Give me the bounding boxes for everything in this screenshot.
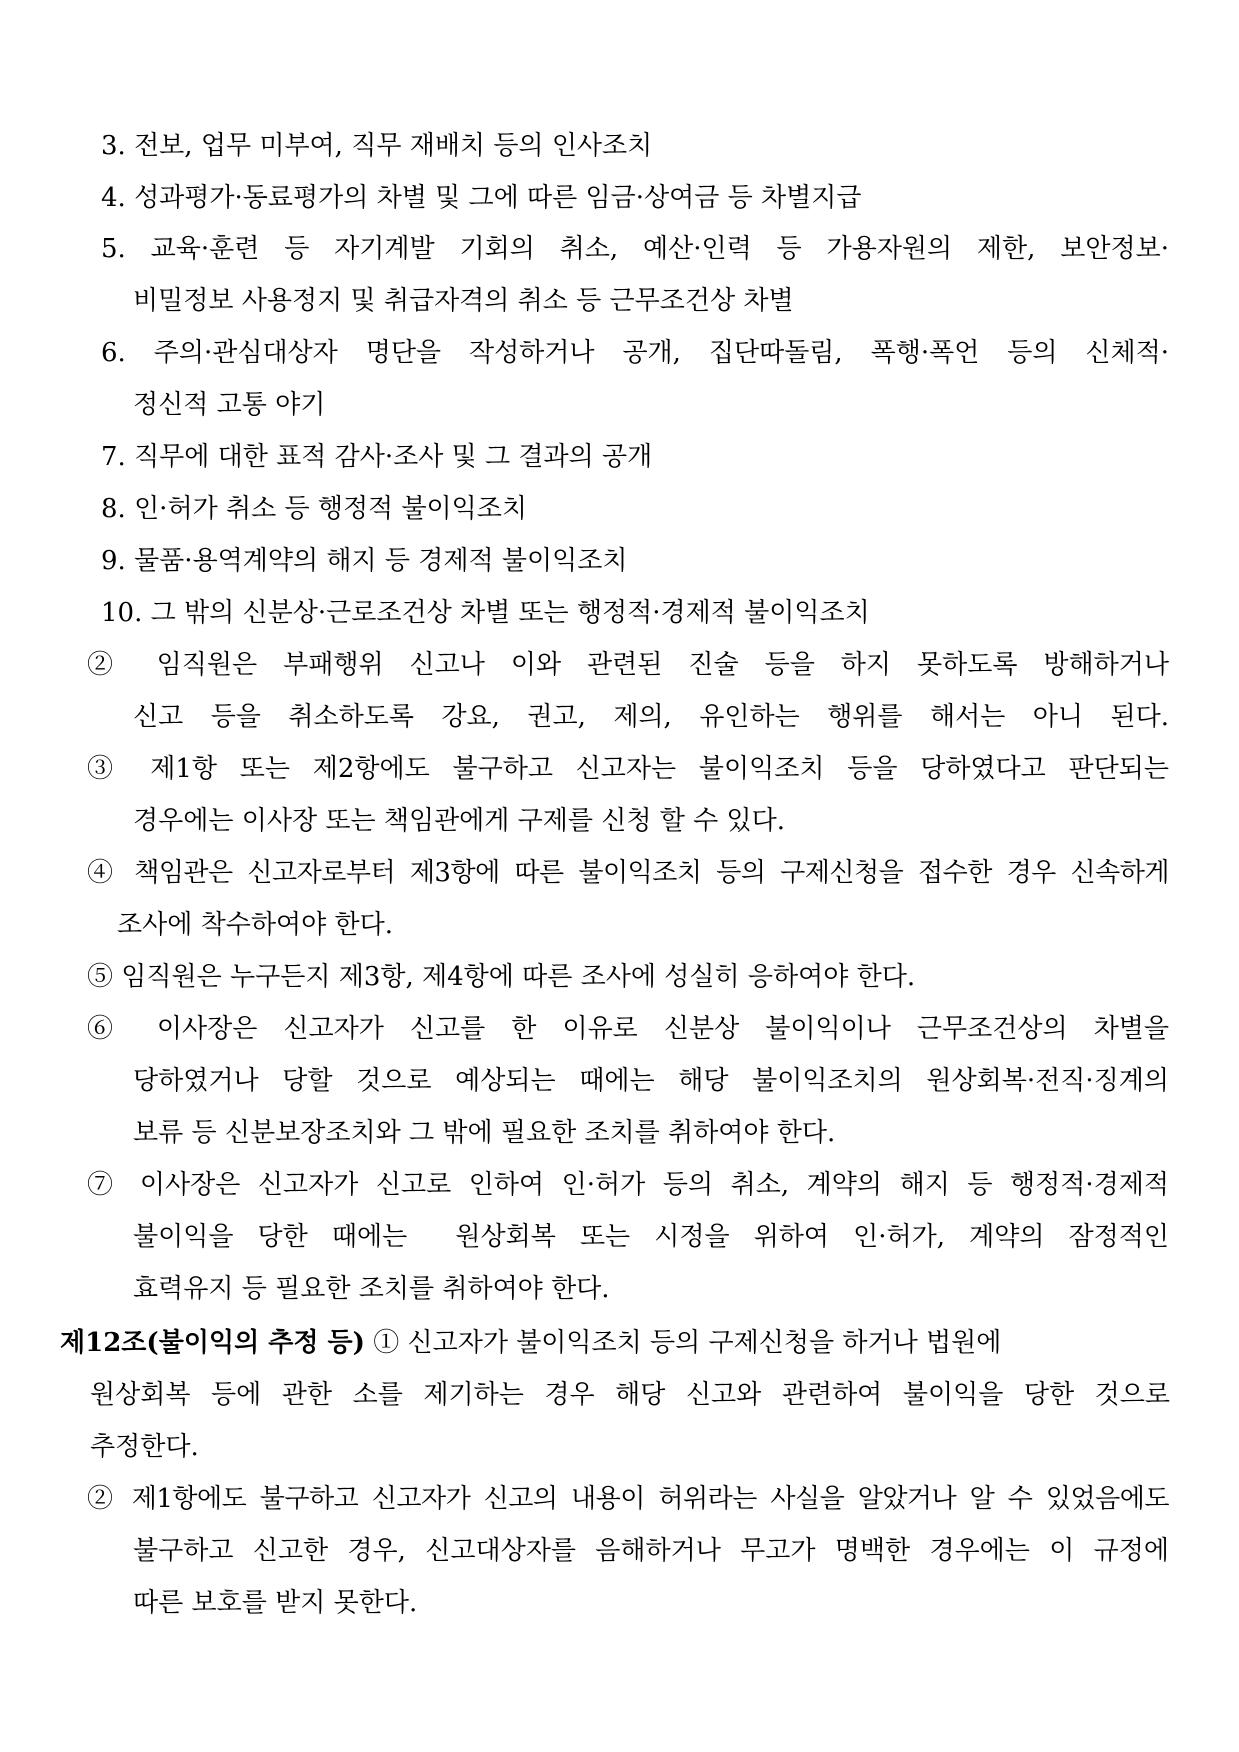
paragraph-6-line1: ⑥ 이사장은 신고자가 신고를 한 이유로 신분상 불이익이나 근무조건상의 차별을 [87, 1014, 1169, 1044]
paragraph-4-line2: 조사에 착수하여야 한다. [117, 910, 393, 940]
list-item-3: 3. 전보, 업무 미부여, 직무 재배치 등의 인사조치 [101, 131, 653, 161]
article-12-title: 제12조(불이익의 추정 등) [60, 1328, 365, 1358]
paragraph-2-line1: ② 임직원은 부패행위 신고나 이와 관련된 진술 등을 하지 못하도록 방해하거나 [87, 650, 1169, 680]
article-12-para2-line2: 불구하고 신고한 경우, 신고대상자를 음해하거나 무고가 명백한 경우에는 이 규정에 [133, 1536, 1169, 1566]
list-item-6-line2: 정신적 고통 야기 [133, 390, 326, 420]
list-item-4: 4. 성과평가·동료평가의 차별 및 그에 따른 임금·상여금 등 차별지급 [101, 183, 862, 213]
article-12-para1-first: ① 신고자가 불이익조치 등의 구제신청을 하거나 법원에 [364, 1328, 1002, 1358]
paragraph-6-line2: 당하였거나 당할 것으로 예상되는 때에는 해당 불이익조치의 원상회복·전직·징계의 [133, 1066, 1169, 1096]
paragraph-5: ⑤ 임직원은 누구든지 제3항, 제4항에 따른 조사에 성실히 응하여야 한다. [87, 962, 916, 992]
list-item-8: 8. 인·허가 취소 등 행정적 불이익조치 [101, 494, 528, 524]
list-item-5-line2: 비밀정보 사용정지 및 취급자격의 취소 등 근무조건상 차별 [133, 286, 794, 316]
paragraph-2-line2: 신고 등을 취소하도록 강요, 권고, 제의, 유인하는 행위를 해서는 아니 된다. [133, 702, 1169, 732]
article-12-para2-line1: ② 제1항에도 불구하고 신고자가 신고의 내용이 허위라는 사실을 알았거나 알 수 있었음에도 [87, 1484, 1169, 1514]
article-12-para1-line3: 추정한다. [90, 1432, 199, 1462]
article-12-para1-line2: 원상회복 등에 관한 소를 제기하는 경우 해당 신고와 관련하여 불이익을 당한 것으로 [90, 1380, 1170, 1410]
article-12-first-line [60, 1325, 1170, 1361]
paragraph-3-line2: 경우에는 이사장 또는 책임관에게 구제를 신청 할 수 있다. [133, 806, 786, 836]
article-12-para2-line3: 따른 보호를 받지 못한다. [133, 1588, 418, 1618]
paragraph-7-line1: ⑦ 이사장은 신고자가 신고로 인하여 인·허가 등의 취소, 계약의 해지 등 행정적·경제적 [87, 1170, 1169, 1200]
list-item-10: 10. 그 밖의 신분상·근로조건상 차별 또는 행정적·경제적 불이익조치 [101, 598, 870, 628]
list-item-9: 9. 물품·용역계약의 해지 등 경제적 불이익조치 [101, 546, 628, 576]
list-item-5-line1: 5. 교육·훈련 등 자기계발 기회의 취소, 예산·인력 등 가용자원의 제한, 보안정보· [101, 234, 1169, 264]
paragraph-4-line1: ④ 책임관은 신고자로부터 제3항에 따른 불이익조치 등의 구제신청을 접수한 경우 신속하게 [87, 858, 1169, 888]
paragraph-3-line1: ③ 제1항 또는 제2항에도 불구하고 신고자는 불이익조치 등을 당하였다고 판단되는 [87, 754, 1169, 784]
paragraph-6-line3: 보류 등 신분보장조치와 그 밖에 필요한 조치를 취하여야 한다. [133, 1118, 836, 1148]
list-item-6-line1: 6. 주의·관심대상자 명단을 작성하거나 공개, 집단따돌림, 폭행·폭언 등의 신체적· [101, 338, 1169, 368]
paragraph-7-line2: 불이익을 당한 때에는 원상회복 또는 시정을 위하여 인·허가, 계약의 잠정적인 [133, 1222, 1169, 1252]
list-item-7: 7. 직무에 대한 표적 감사·조사 및 그 결과의 공개 [101, 442, 653, 472]
paragraph-7-line3: 효력유지 등 필요한 조치를 취하여야 한다. [133, 1274, 610, 1304]
